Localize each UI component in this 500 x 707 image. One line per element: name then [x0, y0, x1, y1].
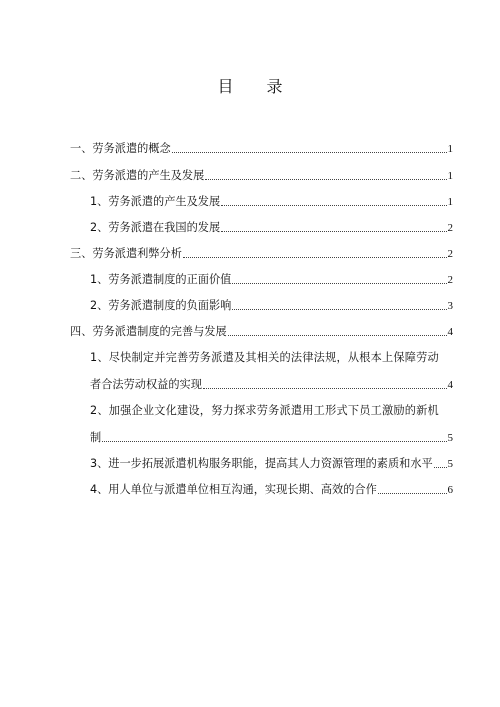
toc-page-number: 4 — [447, 326, 453, 338]
toc-entry-4-2[interactable] — [90, 404, 453, 445]
toc-page-number: 2 — [447, 248, 453, 260]
toc-leader — [172, 152, 447, 153]
toc-entry-label: 三、劳务派遣利弊分析 — [70, 247, 182, 260]
toc-entry-2-1[interactable] — [90, 195, 453, 209]
toc-entry-4[interactable] — [70, 325, 453, 339]
toc-entry-label: 二、劳务派遣的产生及发展 — [70, 169, 205, 182]
toc-leader — [183, 257, 447, 258]
toc-page-number: 1 — [447, 170, 453, 182]
toc-entry-4-1[interactable] — [90, 351, 453, 392]
toc-page-number: 5 — [447, 432, 453, 444]
toc-entry-label: 4、用人单位与派遣单位相互沟通，实现长期、高效的合作 — [90, 483, 377, 496]
toc-leader — [378, 493, 447, 494]
toc-entry-label: 2、劳务派遣在我国的发展 — [90, 221, 221, 234]
toc-entry-label: 四、劳务派遣制度的完善与发展 — [70, 325, 227, 338]
toc-page-number: 6 — [447, 484, 453, 496]
toc-leader — [203, 388, 447, 389]
toc-leader — [102, 441, 446, 442]
toc-entry-label-line1: 2、加强企业文化建设，努力探求劳务派遣用工形式下员工激励的新机 — [90, 404, 439, 417]
toc-page-number: 4 — [447, 379, 453, 391]
toc-leader — [232, 283, 446, 284]
toc-page-number: 2 — [447, 274, 453, 286]
toc-entry-label-line2: 制 — [90, 431, 102, 444]
toc-page-number: 1 — [447, 196, 453, 208]
toc-entry-2[interactable] — [70, 169, 453, 183]
toc-entry-label: 1、劳务派遣的产生及发展 — [90, 195, 221, 208]
toc-leader — [221, 231, 446, 232]
toc-entry-2-2[interactable] — [90, 221, 453, 235]
toc-leader — [232, 309, 446, 310]
toc-entry-4-3[interactable] — [90, 457, 453, 471]
toc-entry-3[interactable] — [70, 247, 453, 261]
toc-page-number: 1 — [447, 143, 453, 155]
toc-page-number: 2 — [447, 222, 453, 234]
toc-entry-label: 1、劳务派遣制度的正面价值 — [90, 273, 232, 286]
toc-entry-label: 3、进一步拓展派遣机构服务职能，提高其人力资源管理的素质和水平 — [90, 457, 433, 470]
toc-entry-4-4[interactable] — [90, 483, 453, 497]
toc-entry-label-line2: 者合法劳动权益的实现 — [90, 378, 202, 391]
toc-entry-1[interactable] — [70, 142, 453, 156]
toc-leader — [205, 179, 446, 180]
toc-leader — [434, 467, 447, 468]
toc-leader — [228, 335, 447, 336]
toc-entry-3-1[interactable] — [90, 273, 453, 287]
toc-title: 目 录 — [217, 77, 297, 96]
toc-leader — [221, 205, 446, 206]
toc-page-number: 3 — [447, 300, 453, 312]
toc-page-number: 5 — [447, 458, 453, 470]
toc-entry-label: 一、劳务派遣的概念 — [70, 142, 171, 155]
toc-entry-3-2[interactable] — [90, 299, 453, 313]
toc-entry-label-line1: 1、尽快制定并完善劳务派遣及其相关的法律法规，从根本上保障劳动 — [90, 351, 439, 364]
toc-entry-label: 2、劳务派遣制度的负面影响 — [90, 299, 232, 312]
